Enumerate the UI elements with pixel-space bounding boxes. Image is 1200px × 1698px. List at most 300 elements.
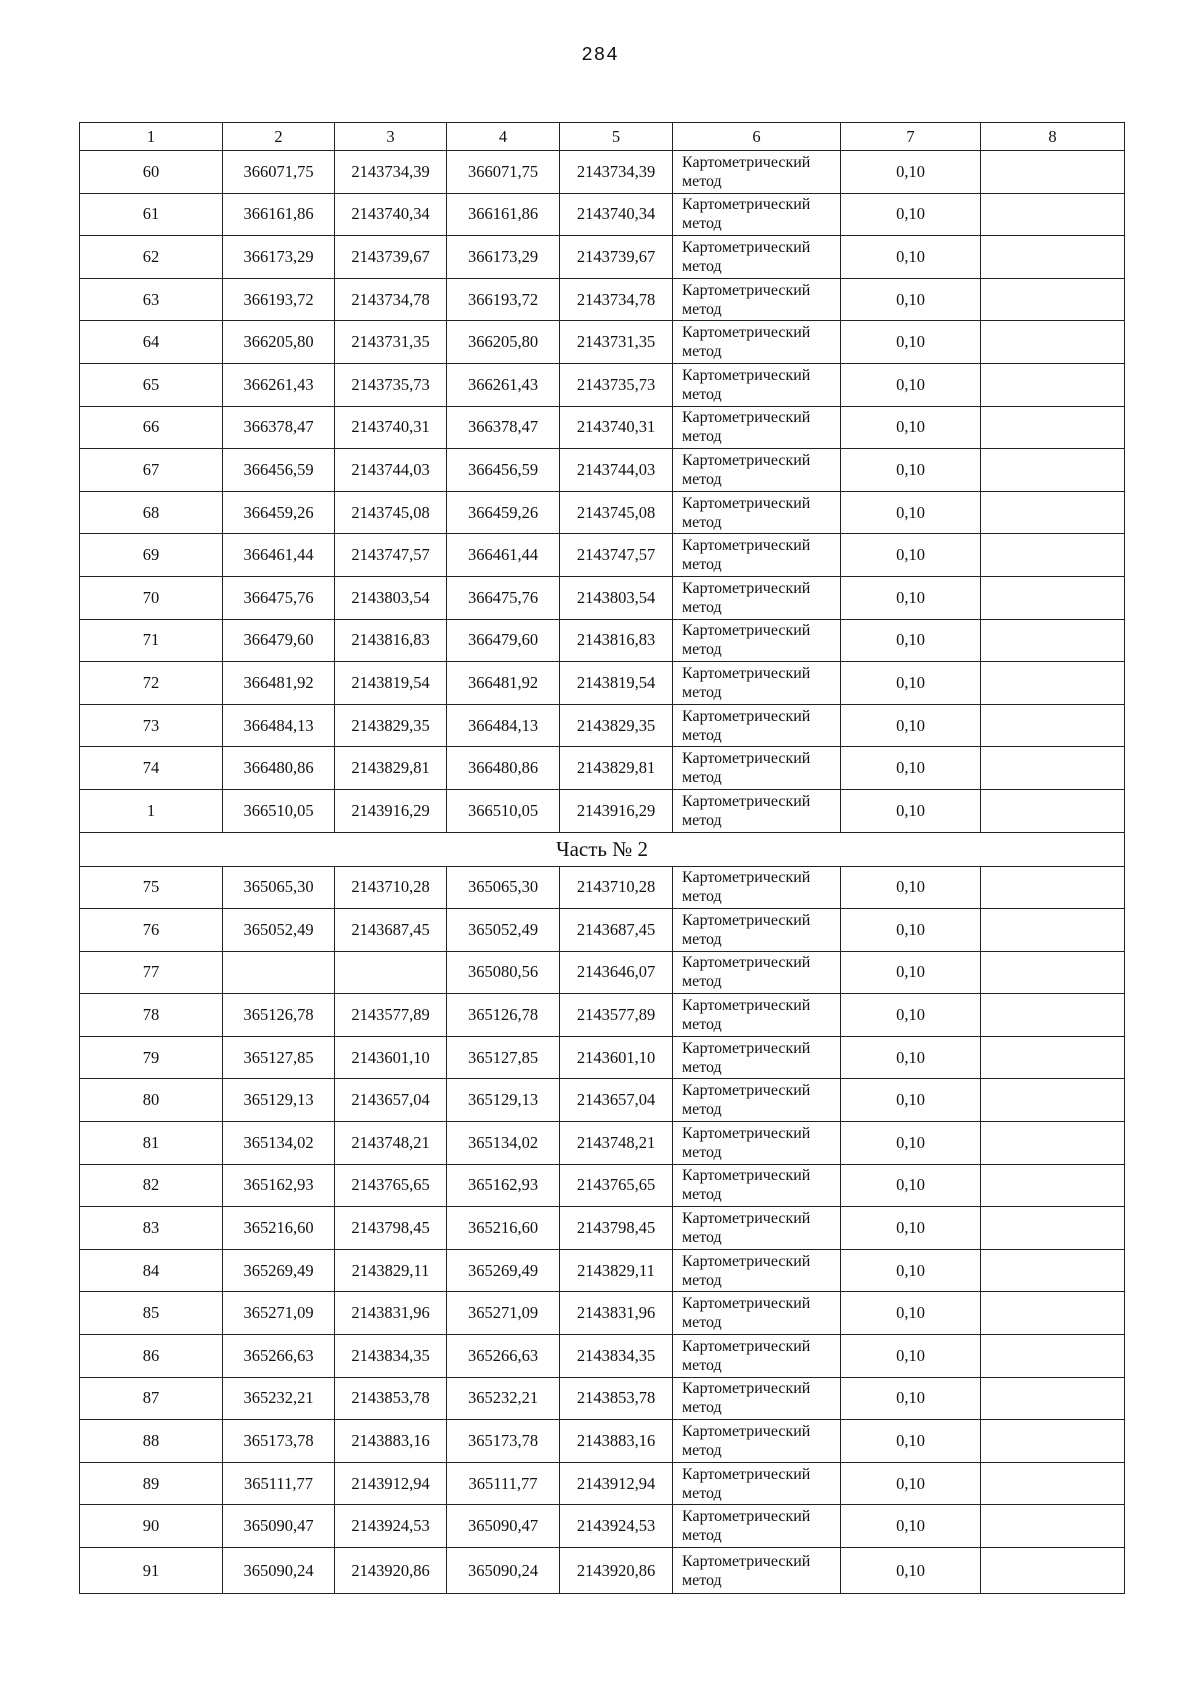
method-cell: Картометрический метод [673,449,841,492]
table-row [80,909,1125,952]
notes-cell [981,1292,1125,1335]
accuracy-cell: 0,10 [841,704,981,747]
x-old-cell: 365090,24 [223,1548,335,1594]
method-cell: Картометрический метод [673,491,841,534]
x-old-cell: 365269,49 [223,1249,335,1292]
y-new-cell: 2143883,16 [560,1420,673,1463]
column-header: 1 [80,123,223,151]
x-new-cell: 365216,60 [447,1207,560,1250]
x-new-cell: 366161,86 [447,193,560,236]
x-old-cell: 365216,60 [223,1207,335,1250]
y-old-cell: 2143920,86 [335,1548,447,1594]
method-cell: Картометрический метод [673,1462,841,1505]
notes-cell [981,1420,1125,1463]
accuracy-cell: 0,10 [841,1292,981,1335]
x-new-cell: 366475,76 [447,576,560,619]
accuracy-cell: 0,10 [841,747,981,790]
method-cell: Картометрический метод [673,1420,841,1463]
x-old-cell: 365052,49 [223,909,335,952]
y-old-cell: 2143744,03 [335,449,447,492]
y-new-cell: 2143803,54 [560,576,673,619]
x-old-cell: 365126,78 [223,994,335,1037]
method-cell: Картометрический метод [673,662,841,705]
notes-cell [981,909,1125,952]
point-number-cell: 86 [80,1335,223,1378]
table-row [80,491,1125,534]
method-cell: Картометрический метод [673,704,841,747]
y-old-cell: 2143798,45 [335,1207,447,1250]
point-number-cell: 91 [80,1548,223,1594]
column-header: 3 [335,123,447,151]
point-number-cell: 70 [80,576,223,619]
x-old-cell: 366456,59 [223,449,335,492]
point-number-cell: 64 [80,321,223,364]
x-old-cell: 365173,78 [223,1420,335,1463]
point-number-cell: 81 [80,1122,223,1165]
table-row [80,363,1125,406]
x-old-cell: 366479,60 [223,619,335,662]
y-new-cell: 2143853,78 [560,1377,673,1420]
notes-cell [981,449,1125,492]
notes-cell [981,789,1125,832]
accuracy-cell: 0,10 [841,1207,981,1250]
point-number-cell: 87 [80,1377,223,1420]
notes-cell [981,1079,1125,1122]
accuracy-cell: 0,10 [841,576,981,619]
notes-cell [981,951,1125,994]
notes-cell [981,321,1125,364]
table-row [80,747,1125,790]
accuracy-cell: 0,10 [841,1462,981,1505]
table-row [80,1420,1125,1463]
y-old-cell: 2143819,54 [335,662,447,705]
y-new-cell: 2143577,89 [560,994,673,1037]
point-number-cell: 76 [80,909,223,952]
point-number-cell: 75 [80,866,223,909]
x-new-cell: 366479,60 [447,619,560,662]
method-cell: Картометрический метод [673,193,841,236]
y-old-cell: 2143803,54 [335,576,447,619]
table-row [80,406,1125,449]
method-cell: Картометрический метод [673,909,841,952]
point-number-cell: 61 [80,193,223,236]
y-old-cell: 2143834,35 [335,1335,447,1378]
x-new-cell: 365134,02 [447,1122,560,1165]
y-old-cell: 2143601,10 [335,1036,447,1079]
table-row [80,278,1125,321]
method-cell: Картометрический метод [673,789,841,832]
y-new-cell: 2143829,35 [560,704,673,747]
x-new-cell: 366173,29 [447,236,560,279]
accuracy-cell: 0,10 [841,321,981,364]
point-number-cell: 78 [80,994,223,1037]
y-old-cell: 2143829,35 [335,704,447,747]
accuracy-cell: 0,10 [841,994,981,1037]
y-old-cell: 2143657,04 [335,1079,447,1122]
table-row [80,449,1125,492]
y-new-cell: 2143816,83 [560,619,673,662]
x-old-cell: 365162,93 [223,1164,335,1207]
table-row [80,1164,1125,1207]
accuracy-cell: 0,10 [841,951,981,994]
page-number: 284 [581,44,619,66]
x-new-cell: 366481,92 [447,662,560,705]
point-number-cell: 74 [80,747,223,790]
x-new-cell: 366459,26 [447,491,560,534]
x-old-cell: 366378,47 [223,406,335,449]
y-old-cell: 2143734,39 [335,151,447,194]
table-row [80,1505,1125,1548]
table-row [80,534,1125,577]
column-header: 4 [447,123,560,151]
method-cell: Картометрический метод [673,1079,841,1122]
table-row [80,704,1125,747]
accuracy-cell: 0,10 [841,619,981,662]
method-cell: Картометрический метод [673,1335,841,1378]
accuracy-cell: 0,10 [841,1335,981,1378]
x-old-cell: 365232,21 [223,1377,335,1420]
method-cell: Картометрический метод [673,1207,841,1250]
y-old-cell: 2143924,53 [335,1505,447,1548]
y-new-cell: 2143924,53 [560,1505,673,1548]
point-number-cell: 62 [80,236,223,279]
x-new-cell: 366071,75 [447,151,560,194]
x-new-cell: 365126,78 [447,994,560,1037]
x-new-cell: 366205,80 [447,321,560,364]
point-number-cell: 80 [80,1079,223,1122]
method-cell: Картометрический метод [673,1505,841,1548]
table-row [80,1462,1125,1505]
method-cell: Картометрический метод [673,576,841,619]
table-row [80,321,1125,364]
accuracy-cell: 0,10 [841,1249,981,1292]
accuracy-cell: 0,10 [841,1079,981,1122]
notes-cell [981,491,1125,534]
point-number-cell: 83 [80,1207,223,1250]
point-number-cell: 65 [80,363,223,406]
y-old-cell: 2143765,65 [335,1164,447,1207]
y-new-cell: 2143834,35 [560,1335,673,1378]
y-old-cell: 2143577,89 [335,994,447,1037]
table-row [80,1292,1125,1335]
method-cell: Картометрический метод [673,619,841,662]
x-new-cell: 366193,72 [447,278,560,321]
method-cell: Картометрический метод [673,406,841,449]
notes-cell [981,1548,1125,1594]
point-number-cell: 68 [80,491,223,534]
method-cell: Картометрический метод [673,534,841,577]
accuracy-cell: 0,10 [841,1548,981,1594]
y-old-cell [335,951,447,994]
y-old-cell: 2143829,81 [335,747,447,790]
point-number-cell: 67 [80,449,223,492]
y-old-cell: 2143829,11 [335,1249,447,1292]
y-old-cell: 2143883,16 [335,1420,447,1463]
method-cell: Картометрический метод [673,951,841,994]
x-old-cell: 365127,85 [223,1036,335,1079]
point-number-cell: 88 [80,1420,223,1463]
x-new-cell: 366378,47 [447,406,560,449]
x-old-cell: 365111,77 [223,1462,335,1505]
y-new-cell: 2143739,67 [560,236,673,279]
method-cell: Картометрический метод [673,321,841,364]
point-number-cell: 89 [80,1462,223,1505]
accuracy-cell: 0,10 [841,1036,981,1079]
y-new-cell: 2143744,03 [560,449,673,492]
x-old-cell: 365129,13 [223,1079,335,1122]
accuracy-cell: 0,10 [841,1122,981,1165]
y-new-cell: 2143765,65 [560,1164,673,1207]
y-old-cell: 2143740,34 [335,193,447,236]
x-new-cell: 365090,47 [447,1505,560,1548]
column-header: 6 [673,123,841,151]
y-old-cell: 2143734,78 [335,278,447,321]
section-row [80,832,1125,866]
notes-cell [981,1462,1125,1505]
method-cell: Картометрический метод [673,747,841,790]
notes-cell [981,151,1125,194]
method-cell: Картометрический метод [673,278,841,321]
y-new-cell: 2143920,86 [560,1548,673,1594]
notes-cell [981,1377,1125,1420]
x-old-cell: 365065,30 [223,866,335,909]
x-old-cell: 365134,02 [223,1122,335,1165]
y-new-cell: 2143740,31 [560,406,673,449]
y-old-cell: 2143747,57 [335,534,447,577]
method-cell: Картометрический метод [673,1164,841,1207]
y-old-cell: 2143816,83 [335,619,447,662]
x-old-cell: 366484,13 [223,704,335,747]
accuracy-cell: 0,10 [841,236,981,279]
notes-cell [981,1122,1125,1165]
y-new-cell: 2143734,39 [560,151,673,194]
table-row [80,151,1125,194]
notes-cell [981,994,1125,1037]
notes-cell [981,1505,1125,1548]
table-row [80,789,1125,832]
y-old-cell: 2143731,35 [335,321,447,364]
table-row [80,193,1125,236]
table-row [80,1249,1125,1292]
x-new-cell: 366480,86 [447,747,560,790]
table-row [80,1079,1125,1122]
accuracy-cell: 0,10 [841,151,981,194]
notes-cell [981,662,1125,705]
x-new-cell: 365271,09 [447,1292,560,1335]
y-new-cell: 2143646,07 [560,951,673,994]
x-old-cell: 366173,29 [223,236,335,279]
y-new-cell: 2143912,94 [560,1462,673,1505]
point-number-cell: 1 [80,789,223,832]
y-new-cell: 2143745,08 [560,491,673,534]
accuracy-cell: 0,10 [841,789,981,832]
method-cell: Картометрический метод [673,1292,841,1335]
coordinates-table [79,122,1125,1594]
point-number-cell: 79 [80,1036,223,1079]
y-new-cell: 2143831,96 [560,1292,673,1335]
x-new-cell: 365111,77 [447,1462,560,1505]
notes-cell [981,1207,1125,1250]
x-old-cell: 366481,92 [223,662,335,705]
table-row [80,1122,1125,1165]
accuracy-cell: 0,10 [841,1505,981,1548]
method-cell: Картометрический метод [673,1122,841,1165]
x-new-cell: 365266,63 [447,1335,560,1378]
accuracy-cell: 0,10 [841,909,981,952]
x-old-cell: 365271,09 [223,1292,335,1335]
point-number-cell: 60 [80,151,223,194]
x-old-cell: 366461,44 [223,534,335,577]
y-old-cell: 2143745,08 [335,491,447,534]
y-new-cell: 2143829,11 [560,1249,673,1292]
table-row [80,236,1125,279]
x-old-cell [223,951,335,994]
table-row [80,951,1125,994]
accuracy-cell: 0,10 [841,193,981,236]
point-number-cell: 63 [80,278,223,321]
y-new-cell: 2143735,73 [560,363,673,406]
y-new-cell: 2143687,45 [560,909,673,952]
accuracy-cell: 0,10 [841,449,981,492]
point-number-cell: 73 [80,704,223,747]
x-old-cell: 365090,47 [223,1505,335,1548]
table-body [80,123,1125,1594]
accuracy-cell: 0,10 [841,1420,981,1463]
notes-cell [981,363,1125,406]
section-title: Часть № 2 [80,832,1125,866]
table-row [80,576,1125,619]
x-new-cell: 366484,13 [447,704,560,747]
x-new-cell: 365173,78 [447,1420,560,1463]
accuracy-cell: 0,10 [841,278,981,321]
accuracy-cell: 0,10 [841,491,981,534]
table-row [80,994,1125,1037]
notes-cell [981,1164,1125,1207]
y-old-cell: 2143831,96 [335,1292,447,1335]
method-cell: Картометрический метод [673,363,841,406]
y-old-cell: 2143740,31 [335,406,447,449]
accuracy-cell: 0,10 [841,363,981,406]
notes-cell [981,278,1125,321]
x-new-cell: 365080,56 [447,951,560,994]
x-old-cell: 366071,75 [223,151,335,194]
notes-cell [981,1335,1125,1378]
y-new-cell: 2143734,78 [560,278,673,321]
notes-cell [981,406,1125,449]
x-new-cell: 365090,24 [447,1548,560,1594]
x-new-cell: 365127,85 [447,1036,560,1079]
method-cell: Картометрический метод [673,151,841,194]
x-new-cell: 365269,49 [447,1249,560,1292]
notes-cell [981,236,1125,279]
table-row [80,1207,1125,1250]
table-row [80,1377,1125,1420]
y-new-cell: 2143747,57 [560,534,673,577]
notes-cell [981,1036,1125,1079]
point-number-cell: 90 [80,1505,223,1548]
column-header: 8 [981,123,1125,151]
x-new-cell: 365052,49 [447,909,560,952]
y-old-cell: 2143916,29 [335,789,447,832]
accuracy-cell: 0,10 [841,662,981,705]
y-old-cell: 2143853,78 [335,1377,447,1420]
y-new-cell: 2143798,45 [560,1207,673,1250]
notes-cell [981,619,1125,662]
point-number-cell: 72 [80,662,223,705]
x-old-cell: 366510,05 [223,789,335,832]
x-new-cell: 365162,93 [447,1164,560,1207]
notes-cell [981,704,1125,747]
x-new-cell: 365232,21 [447,1377,560,1420]
method-cell: Картометрический метод [673,1036,841,1079]
method-cell: Картометрический метод [673,1249,841,1292]
y-old-cell: 2143739,67 [335,236,447,279]
x-old-cell: 366459,26 [223,491,335,534]
x-new-cell: 366461,44 [447,534,560,577]
table-row [80,619,1125,662]
y-new-cell: 2143916,29 [560,789,673,832]
y-new-cell: 2143710,28 [560,866,673,909]
x-old-cell: 365266,63 [223,1335,335,1378]
method-cell: Картометрический метод [673,1377,841,1420]
column-header: 2 [223,123,335,151]
y-new-cell: 2143657,04 [560,1079,673,1122]
y-new-cell: 2143740,34 [560,193,673,236]
notes-cell [981,866,1125,909]
method-cell: Картометрический метод [673,1548,841,1594]
notes-cell [981,193,1125,236]
accuracy-cell: 0,10 [841,406,981,449]
point-number-cell: 71 [80,619,223,662]
point-number-cell: 84 [80,1249,223,1292]
point-number-cell: 82 [80,1164,223,1207]
x-old-cell: 366475,76 [223,576,335,619]
x-new-cell: 366456,59 [447,449,560,492]
x-new-cell: 365065,30 [447,866,560,909]
column-header: 7 [841,123,981,151]
x-new-cell: 366261,43 [447,363,560,406]
accuracy-cell: 0,10 [841,866,981,909]
table-row [80,662,1125,705]
y-new-cell: 2143731,35 [560,321,673,364]
method-cell: Картометрический метод [673,994,841,1037]
x-new-cell: 365129,13 [447,1079,560,1122]
y-old-cell: 2143710,28 [335,866,447,909]
x-old-cell: 366480,86 [223,747,335,790]
x-old-cell: 366193,72 [223,278,335,321]
notes-cell [981,747,1125,790]
y-new-cell: 2143829,81 [560,747,673,790]
accuracy-cell: 0,10 [841,534,981,577]
notes-cell [981,534,1125,577]
y-old-cell: 2143748,21 [335,1122,447,1165]
notes-cell [981,1249,1125,1292]
point-number-cell: 66 [80,406,223,449]
column-header: 5 [560,123,673,151]
header-row [80,123,1125,151]
table-row [80,1548,1125,1594]
y-new-cell: 2143819,54 [560,662,673,705]
table-row [80,866,1125,909]
point-number-cell: 77 [80,951,223,994]
table-row [80,1036,1125,1079]
accuracy-cell: 0,10 [841,1377,981,1420]
y-old-cell: 2143912,94 [335,1462,447,1505]
y-old-cell: 2143735,73 [335,363,447,406]
y-old-cell: 2143687,45 [335,909,447,952]
method-cell: Картометрический метод [673,866,841,909]
x-old-cell: 366205,80 [223,321,335,364]
